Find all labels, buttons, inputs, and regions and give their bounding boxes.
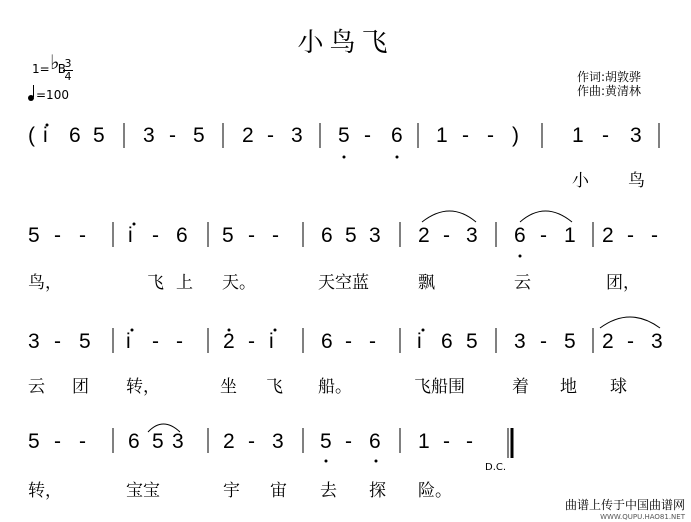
row1-note: 6	[391, 124, 403, 147]
row4-note: -	[79, 430, 86, 453]
lyric: 转，	[126, 377, 160, 397]
row4-note: -	[248, 430, 255, 453]
row3-note: -	[248, 330, 255, 353]
lyric: 险。	[418, 481, 452, 501]
lyric: 云	[514, 273, 531, 293]
row2-note: 6	[321, 224, 333, 247]
lyric: 飘	[418, 273, 435, 293]
lyric: 团，	[606, 273, 640, 293]
row2-note: -	[443, 224, 450, 247]
row4-note: 3	[172, 430, 184, 453]
row2-note: 6	[514, 224, 526, 247]
lyric: 宇	[223, 481, 240, 501]
time-top: 3	[64, 57, 72, 70]
tempo-value: =100	[36, 88, 69, 102]
key-prefix: 1=	[32, 62, 50, 76]
row3-note: 3	[651, 330, 663, 353]
lyric: 上	[176, 273, 193, 293]
row1-note: -	[364, 124, 371, 147]
lyric: 飞	[266, 377, 283, 397]
row3-note: -	[345, 330, 352, 353]
row2-note: -	[540, 224, 547, 247]
lyric: 飞船围	[414, 377, 465, 397]
row3-note: 3	[28, 330, 40, 353]
row2-note: -	[272, 224, 279, 247]
row3-note: 2	[602, 330, 614, 353]
row4-note: 5	[28, 430, 40, 453]
lyric: 天。	[222, 273, 256, 293]
row2-note: -	[152, 224, 159, 247]
row3-note: -	[176, 330, 183, 353]
row3-note: -	[54, 330, 61, 353]
lyric: 球	[610, 377, 627, 397]
row1-note: 1	[436, 124, 448, 147]
row1-note: -	[487, 124, 494, 147]
row1-note: 5	[193, 124, 205, 147]
composer: 作曲:黄清林	[577, 84, 642, 98]
lyric: 去	[320, 481, 337, 501]
row1-note: -	[267, 124, 274, 147]
lyric: 团	[72, 377, 89, 397]
row2-note: 2	[602, 224, 614, 247]
row1-note: 2	[242, 124, 254, 147]
row2-note: 6	[176, 224, 188, 247]
row1-note: 3	[143, 124, 155, 147]
lyric: 小	[572, 171, 589, 191]
time-bottom: 4	[64, 70, 72, 83]
row1-note: i	[43, 124, 48, 147]
lyric: 飞	[147, 273, 164, 293]
row3-note: 6	[321, 330, 333, 353]
row3-note: -	[152, 330, 159, 353]
flat-icon: ♭	[50, 50, 60, 74]
lyric: 探	[369, 481, 386, 501]
watermark-footer	[565, 496, 685, 521]
lyric: 宙	[270, 481, 287, 501]
row3-note: i	[417, 330, 422, 353]
dc-mark: D.C.	[485, 462, 507, 473]
row2-note: -	[79, 224, 86, 247]
lyric: 天空蓝	[318, 273, 369, 293]
footer-url: WWW.QUPU.HAO81.NET	[600, 513, 685, 521]
row1-close-paren: )	[512, 124, 519, 147]
row3-note: i	[126, 330, 131, 353]
row2-note: 5	[28, 224, 40, 247]
row1-note: -	[169, 124, 176, 147]
lyric: 鸟，	[28, 273, 62, 293]
lyric: 转，	[28, 481, 62, 501]
row4-note: -	[466, 430, 473, 453]
lyric: 坐	[220, 377, 237, 397]
row3-note: -	[540, 330, 547, 353]
row3-note: 5	[79, 330, 91, 353]
row2-note: -	[54, 224, 61, 247]
row1-note: 3	[291, 124, 303, 147]
row2-note: -	[627, 224, 634, 247]
row4-note: 6	[128, 430, 140, 453]
row1-note: 1	[572, 124, 584, 147]
row3-note: -	[627, 330, 634, 353]
row1-note: -	[602, 124, 609, 147]
row4-note: 3	[272, 430, 284, 453]
row4-note: 6	[369, 430, 381, 453]
row1-note: 5	[338, 124, 350, 147]
row4-note: 5	[152, 430, 164, 453]
row2-note: -	[248, 224, 255, 247]
row4-note: 2	[223, 430, 235, 453]
row4-note: 1	[418, 430, 430, 453]
lyric: 云	[28, 377, 45, 397]
row2-note: 2	[418, 224, 430, 247]
row4-note: 5	[320, 430, 332, 453]
row3-note: 3	[514, 330, 526, 353]
row4-note: -	[345, 430, 352, 453]
row3-note: i	[269, 330, 274, 353]
row2-note: 5	[345, 224, 357, 247]
row3-note: -	[369, 330, 376, 353]
lyric: 地	[560, 377, 577, 397]
lyric: 船。	[318, 377, 352, 397]
row2-note: i	[128, 224, 133, 247]
row2-note: 1	[564, 224, 576, 247]
row1-note: 3	[630, 124, 642, 147]
row2-note: 5	[222, 224, 234, 247]
row3-note: 5	[564, 330, 576, 353]
row2-note: -	[651, 224, 658, 247]
row3-note: 2	[223, 330, 235, 353]
row1-note: 6	[69, 124, 81, 147]
lyric: 宝宝	[126, 481, 160, 501]
row1-open-paren: (	[28, 124, 35, 147]
lyric: 鸟	[628, 171, 645, 191]
key-letter: B	[57, 62, 66, 76]
row4-note: -	[443, 430, 450, 453]
row1-note: 5	[93, 124, 105, 147]
row2-note: 3	[369, 224, 381, 247]
row1-note: -	[462, 124, 469, 147]
row3-note: 5	[466, 330, 478, 353]
row4-note: -	[54, 430, 61, 453]
song-title: 小鸟飞	[297, 28, 394, 58]
row2-note: 3	[466, 224, 478, 247]
row3-note: 6	[441, 330, 453, 353]
lyricist: 作词:胡敦骅	[577, 70, 642, 84]
lyric: 着	[512, 377, 529, 397]
footer-text: 曲谱上传于中国曲谱网	[564, 498, 685, 512]
